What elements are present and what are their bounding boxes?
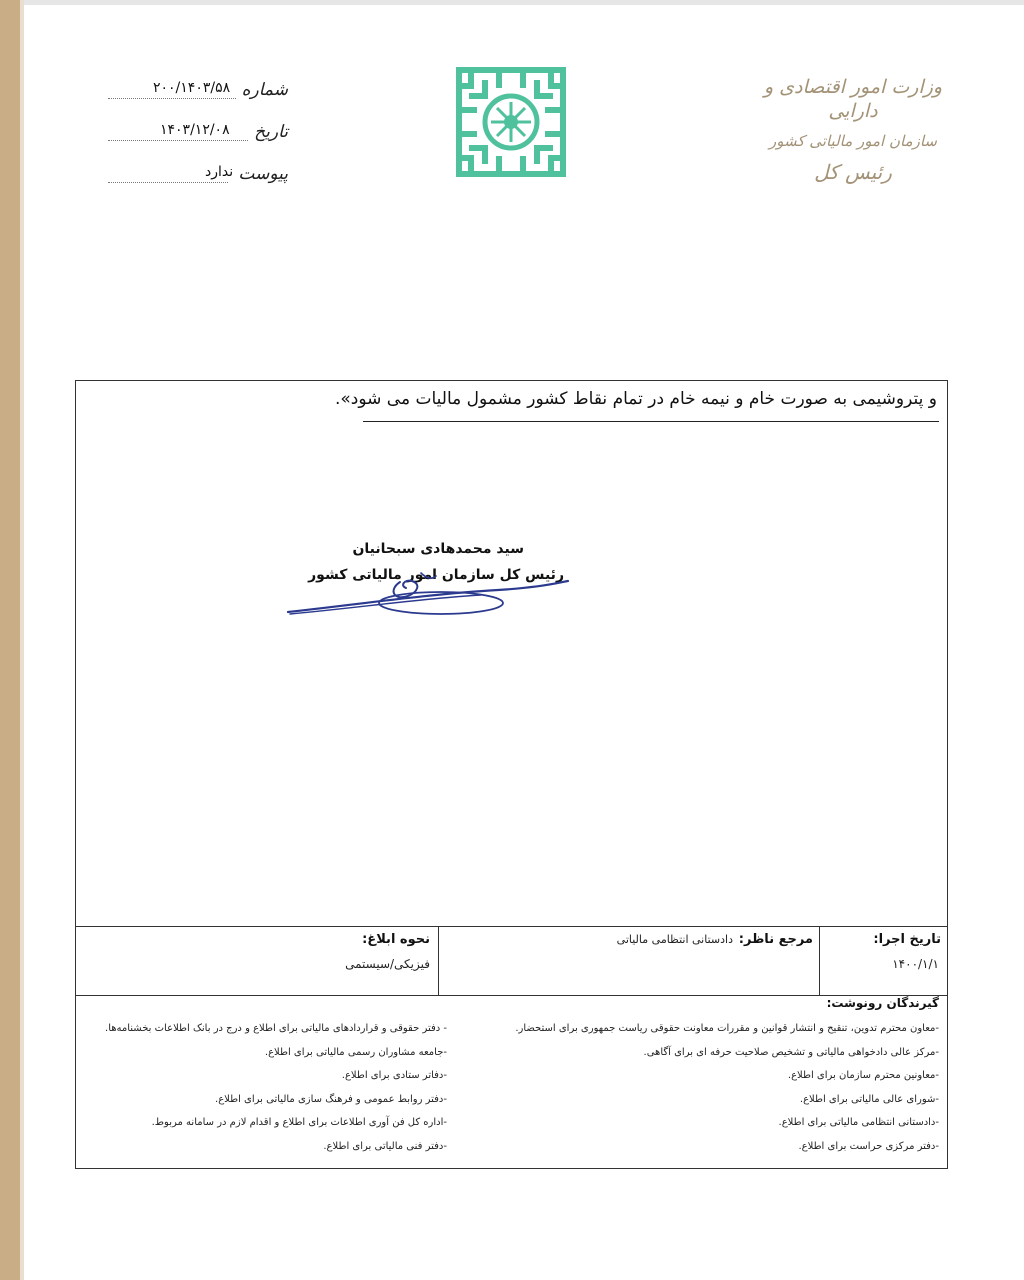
execution-date-cell [819, 927, 947, 995]
ministry-heading [748, 76, 958, 185]
letter-date-row [108, 122, 288, 146]
notification-cell [76, 927, 438, 995]
letter-date-label: تاریخ [254, 122, 288, 142]
info-row [76, 926, 947, 996]
body-text: و پتروشیمی به صورت خام و نیمه خام در تمام نقاط کشور مشمول مالیات می شود». [334, 389, 937, 409]
letter-number-value: ۲۰۰/۱۴۰۳/۵۸ [153, 80, 231, 96]
handwritten-signature [276, 546, 576, 626]
office-line: رئیس کل [814, 160, 892, 185]
list-item: -دفاتر ستادی برای اطلاع. [341, 1070, 447, 1081]
supervisor-cell [438, 927, 819, 995]
list-item: -معاونین محترم سازمان برای اطلاع. [787, 1070, 939, 1081]
execution-date-value: ۱۴۰۰/۱/۱ [892, 957, 939, 971]
supervisor-label: مرجع ناظر: [738, 932, 813, 947]
letter-number-label: شماره [241, 80, 288, 100]
attachment-label: پیوست [238, 164, 288, 184]
list-item: - دفتر حقوقی و قراردادهای مالیاتی برای اطلاع و درج در بانک اطلاعات بخشنامه‌ها. [105, 1023, 447, 1034]
list-item: -جامعه مشاوران رسمی مالیاتی برای اطلاع. [264, 1046, 447, 1058]
paper-edge-shadow [20, 0, 24, 1280]
tax-organization-emblem-icon [455, 66, 567, 178]
notification-value: فیزیکی/سیستمی [345, 957, 430, 971]
list-item: -معاون محترم تدوین، تنقیح و انتشار قوانین و مقررات معاونت حقوقی ریاست جمهوری برای استحضار. [515, 1023, 939, 1034]
recipients-left-column [87, 1017, 447, 1158]
attachment-row [108, 164, 288, 188]
letter-number-line [108, 98, 236, 99]
list-item: -دادستانی انتظامی مالیاتی برای اطلاع. [778, 1117, 939, 1128]
list-item: -دفتر فنی مالیاتی برای اطلاع. [323, 1140, 447, 1152]
execution-date-label: تاریخ اجرا: [873, 932, 941, 947]
signer-title: رئیس کل سازمان امور مالیاتی کشور [308, 567, 564, 583]
list-item: -دفتر مرکزی حراست برای اطلاع. [798, 1140, 939, 1152]
body-underline [363, 421, 939, 422]
organization-line: سازمان امور مالیاتی کشور [769, 131, 937, 150]
supervisor-value: دادستانی انتظامی مالیاتی [616, 933, 733, 946]
notification-label: نحوه ابلاغ: [362, 932, 430, 947]
attachment-value: ندارد [205, 164, 234, 180]
list-item: -مرکز عالی دادخواهی مالیاتی و تشخیص صلاحیت حرفه ای برای آگاهی. [643, 1046, 939, 1058]
recipients-title: گیرندگان رونوشت: [826, 996, 939, 1010]
paper-edge [0, 0, 20, 1280]
signer-name: سید محمدهادی سبحانیان [352, 541, 524, 557]
letter-date-value: ۱۴۰۳/۱۲/۰۸ [160, 122, 230, 138]
letter-number-row [108, 80, 288, 104]
letter-date-line [108, 140, 248, 141]
list-item: -دفتر روابط عمومی و فرهنگ سازی مالیاتی برای اطلاع. [215, 1093, 447, 1105]
top-strip [0, 0, 1024, 5]
list-item: -اداره کل فن آوری اطلاعات برای اطلاع و اقدام لازم در سامانه مربوط. [151, 1117, 447, 1128]
letter-body [75, 380, 948, 1169]
list-item: -شورای عالی مالیاتی برای اطلاع. [799, 1093, 939, 1105]
attachment-line [108, 182, 228, 183]
ministry-line: وزارت امور اقتصادی و دارایی [763, 76, 943, 122]
recipients-right-column [515, 1017, 939, 1158]
